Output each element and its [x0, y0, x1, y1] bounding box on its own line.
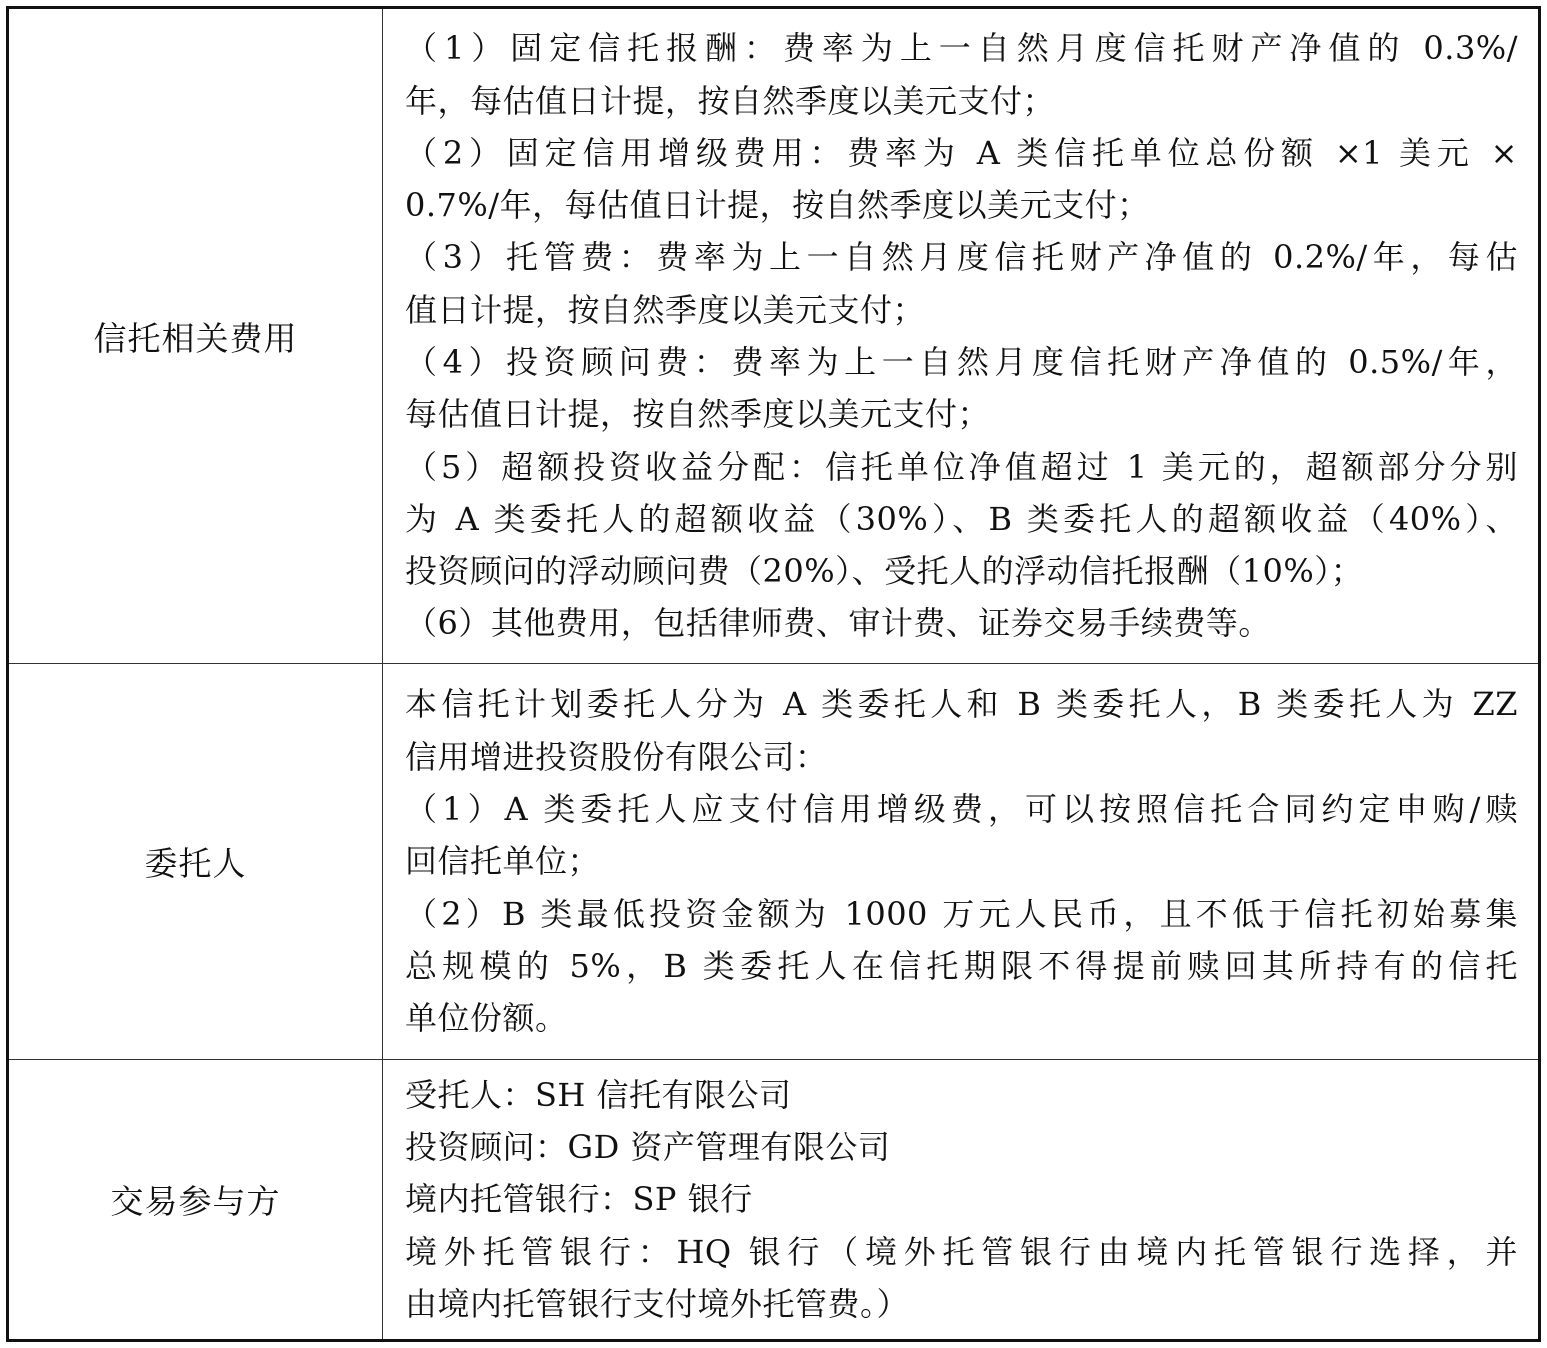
- content-line: （5）超额投资收益分配：信托单位净值超过 1 美元的，超额部分分别: [405, 447, 1518, 486]
- row-content-principal: [383, 664, 1540, 1060]
- content-line: （4）投资顾问费：费率为上一自然月度信托财产净值的 0.5%/年，: [405, 343, 1518, 381]
- table-row-trust-fees: [8, 8, 1540, 664]
- content-line: （6）其他费用，包括律师费、审计费、证券交易手续费等。: [405, 604, 1271, 643]
- content-line: 受托人：SH 信托有限公司: [405, 1075, 792, 1114]
- content-line: 境内托管银行：SP 银行: [405, 1180, 753, 1219]
- content-line: （1）固定信托报酬：费率为上一自然月度信托财产净值的 0.3%/: [405, 29, 1518, 68]
- content-line: 年，每估值日计提，按自然季度以美元支付；: [405, 81, 1056, 120]
- content-line: 值日计提，按自然季度以美元支付；: [405, 290, 926, 329]
- row-label-trust-fees: 信托相关费用: [8, 8, 383, 664]
- content-line: （3）托管费：费率为上一自然月度信托财产净值的 0.2%/年，每估: [405, 238, 1518, 277]
- table-row-principal: [8, 664, 1540, 1060]
- content-line: 本信托计划委托人分为 A 类委托人和 B 类委托人，B 类委托人为 ZZ: [405, 685, 1518, 724]
- content-line: 投资顾问的浮动顾问费（20%）、受托人的浮动信托报酬（10%）；: [405, 552, 1364, 591]
- row-label-principal: 委托人: [8, 664, 383, 1060]
- content-line: 总规模的 5%，B 类委托人在信托期限不得提前赎回其所持有的信托: [405, 946, 1518, 985]
- row-label-transaction-parties: 交易参与方: [8, 1060, 383, 1341]
- row-content-trust-fees: [383, 8, 1540, 664]
- content-line: （2）B 类最低投资金额为 1000 万元人民币，且不低于信托初始募集: [405, 894, 1518, 933]
- content-line: 每估值日计提，按自然季度以美元支付；: [405, 395, 991, 434]
- content-line: 信用增进投资股份有限公司：: [405, 737, 828, 776]
- content-line: 境外托管银行：HQ 银行（境外托管银行由境内托管银行选择，并: [405, 1232, 1518, 1271]
- content-line: 单位份额。: [405, 999, 568, 1038]
- content-line: 0.7%/年，每估值日计提，按自然季度以美元支付；: [405, 186, 1150, 225]
- content-line: 回信托单位；: [405, 842, 601, 881]
- table-row-transaction-parties: [8, 1060, 1540, 1341]
- content-line: 为 A 类委托人的超额收益（30%）、B 类委托人的超额收益（40%）、: [405, 499, 1518, 538]
- content-line: 投资顾问：GD 资产管理有限公司: [405, 1128, 891, 1167]
- content-line: （2）固定信用增级费用：费率为 A 类信托单位总份额 ×1 美元 ×: [405, 133, 1518, 172]
- trust-terms-table: [6, 6, 1541, 1342]
- content-line: （1）A 类委托人应支付信用增级费，可以按照信托合同约定申购/赎: [405, 790, 1518, 829]
- row-content-transaction-parties: [383, 1060, 1540, 1341]
- content-line: 由境内托管银行支付境外托管费。）: [405, 1284, 910, 1323]
